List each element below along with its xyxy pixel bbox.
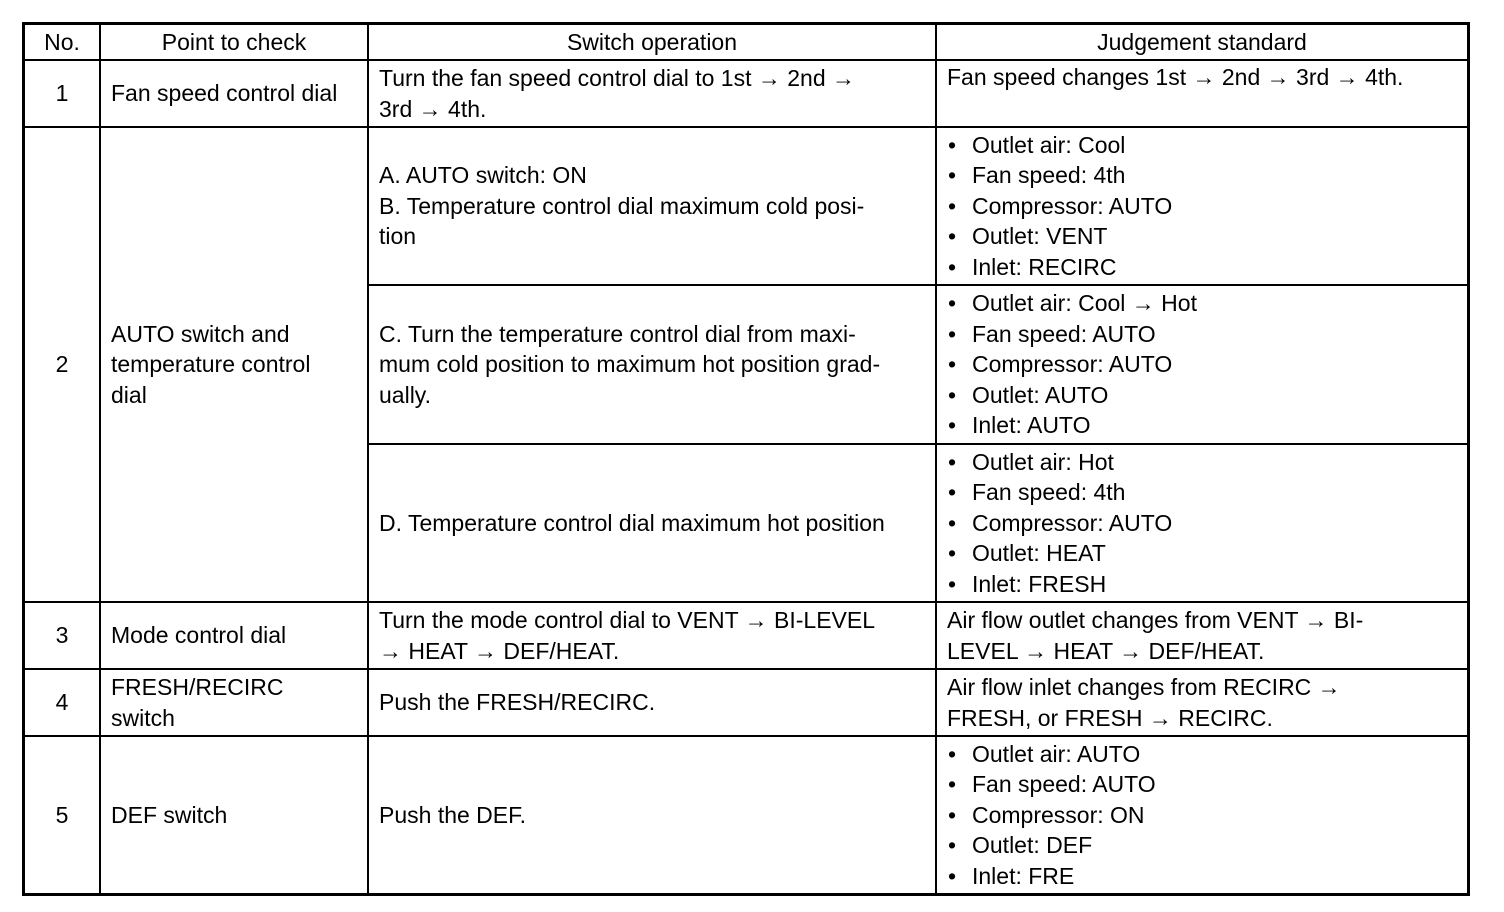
check-table [25,25,1467,893]
text-line: C. Turn the temperature control dial from maxi- [379,320,856,347]
text-line: ually. [379,381,431,408]
list-item: • Outlet air: AUTO [947,739,1457,770]
judgement-standard [936,602,1467,669]
list-item: • Outlet air: Cool [947,130,1457,161]
text-line: Fan speed changes 1st → 2nd → 3rd → 4th. [947,64,1404,90]
header-judgement-standard: Judgement standard [936,25,1467,60]
row-number: 5 [25,736,100,893]
text-line: switch [111,704,175,731]
point-to-check: Fan speed control dial [100,60,368,127]
text-line: A. AUTO switch: ON [379,162,587,189]
table-row [25,669,1467,736]
list-item: • Inlet: FRE [947,861,1457,892]
judgement-list [947,130,1457,283]
text-line: FRESH/RECIRC [111,674,284,700]
switch-operation [368,736,936,893]
check-table-sheet [22,22,1470,896]
list-item: • Fan speed: AUTO [947,769,1457,800]
text-line: Air flow outlet changes from VENT → BI- [947,607,1364,633]
switch-operation [368,669,936,736]
header-row [25,25,1467,60]
text-line: → HEAT → DEF/HEAT. [379,637,620,664]
point-to-check: Mode control dial [100,602,368,669]
list-item: • Outlet: DEF [947,830,1457,861]
point-to-check: DEF switch [100,736,368,893]
list-item: • Inlet: AUTO [947,410,1457,441]
judgement-list [947,288,1457,441]
switch-operation [368,602,936,669]
list-item: • Outlet: VENT [947,221,1457,252]
text-line: D. Temperature control dial maximum hot position [379,509,885,536]
judgement-list [947,447,1457,600]
list-item: • Outlet air: Hot [947,447,1457,478]
judgement-list [947,739,1457,892]
judgement-standard [936,669,1467,736]
text-line: B. Temperature control dial maximum cold posi- [379,192,865,219]
text-line: tion [379,223,417,250]
point-to-check [100,669,368,736]
judgement-standard [936,60,1467,127]
list-item: • Compressor: ON [947,800,1457,831]
list-item: • Inlet: RECIRC [947,252,1457,283]
switch-operation [368,127,936,285]
list-item: • Fan speed: 4th [947,160,1457,191]
row-number: 4 [25,669,100,736]
text-line: Air flow inlet changes from RECIRC → [947,674,1341,700]
table-row [25,602,1467,669]
list-item: • Outlet air: Cool → Hot [947,288,1457,319]
text-line: temperature control [111,351,311,378]
list-item: • Compressor: AUTO [947,349,1457,380]
table-row [25,60,1467,127]
text-line: dial [111,381,147,408]
text-line: FRESH, or FRESH → RECIRC. [947,704,1273,731]
list-item: • Fan speed: 4th [947,477,1457,508]
text-line: Turn the mode control dial to VENT → BI-LEVEL [379,607,876,633]
text-line: Push the DEF. [379,801,527,828]
row-number: 3 [25,602,100,669]
text-line: mum cold position to maximum hot position grad- [379,351,881,378]
list-item: • Outlet: HEAT [947,538,1457,569]
list-item: • Compressor: AUTO [947,508,1457,539]
text-line: AUTO switch and [111,320,290,347]
switch-operation [368,60,936,127]
judgement-standard [936,127,1467,285]
list-item: • Compressor: AUTO [947,191,1457,222]
list-item: • Inlet: FRESH [947,569,1457,600]
text-line: LEVEL → HEAT → DEF/HEAT. [947,637,1265,664]
table-row [25,736,1467,893]
point-to-check [100,127,368,602]
judgement-standard [936,285,1467,444]
list-item: • Fan speed: AUTO [947,319,1457,350]
table-row [25,127,1467,285]
text-line: Push the FRESH/RECIRC. [379,689,656,716]
list-item: • Outlet: AUTO [947,380,1457,411]
header-point-to-check: Point to check [100,25,368,60]
row-number: 1 [25,60,100,127]
judgement-standard [936,444,1467,602]
switch-operation [368,285,936,444]
switch-operation [368,444,936,602]
judgement-standard [936,736,1467,893]
row-number: 2 [25,127,100,602]
text-line: Turn the fan speed control dial to 1st → 2nd → [379,65,856,91]
text-line: 3rd → 4th. [379,95,487,122]
header-switch-operation: Switch operation [368,25,936,60]
header-no: No. [25,25,100,60]
